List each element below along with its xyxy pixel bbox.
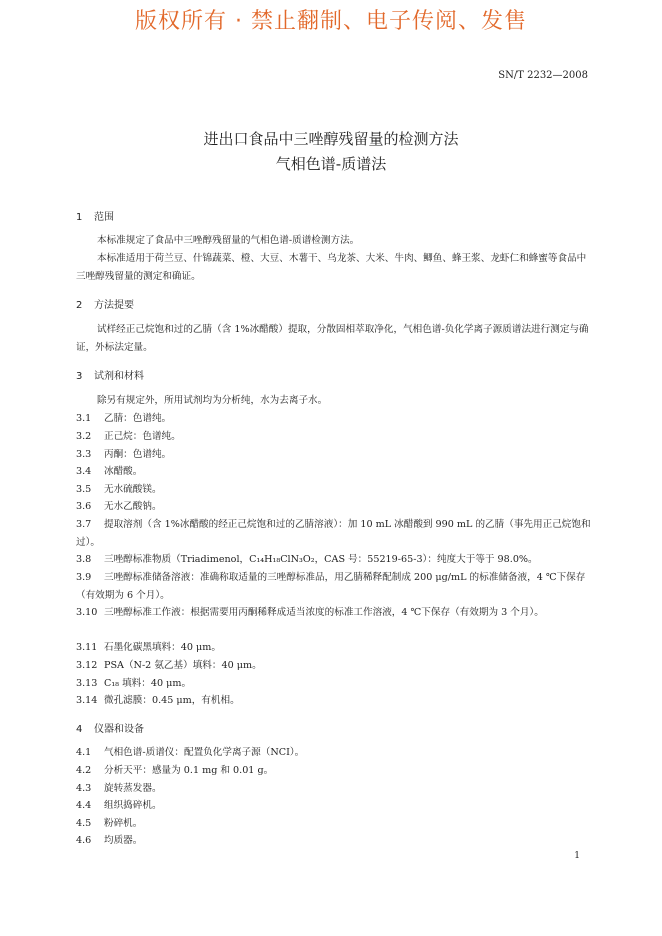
section-heading-3	[76, 367, 144, 382]
paragraph: 本标准规定了食品中三唑醇残留量的气相色谱-质谱检测方法。	[97, 235, 360, 246]
item-text: 旋转蒸发器。	[104, 783, 162, 794]
item-number: 3.13	[76, 678, 98, 689]
section-heading-4	[76, 720, 144, 735]
item-text: 丙酮：色谱纯。	[104, 449, 172, 460]
item-number: 4.6	[76, 835, 92, 846]
item-text: 气相色谱-质谱仪：配置负化学离子源（NCI）。	[104, 747, 305, 758]
item-text: 提取溶剂（含 1%冰醋酸的经正己烷饱和过的乙腈溶液）：加 10 mL 冰醋酸到 990 mL 的乙腈（事先用正己烷饱和过）。	[76, 519, 591, 548]
list-item	[76, 446, 592, 464]
section-number: 1	[76, 212, 83, 223]
item-text: PSA（N-2 氨乙基）填料：40 μm。	[104, 660, 262, 671]
list-item	[76, 569, 592, 605]
item-number: 3.12	[76, 660, 98, 671]
item-text: 乙腈：色谱纯。	[104, 413, 172, 424]
item-text: 微孔滤膜：0.45 μm，有机相。	[104, 695, 240, 706]
section-number: 4	[76, 724, 83, 735]
list-item	[76, 498, 592, 516]
list-item	[76, 481, 592, 499]
item-number: 3.14	[76, 695, 98, 706]
list-item	[76, 762, 592, 780]
item-text: 无水乙酸钠。	[104, 501, 162, 512]
list-item	[76, 832, 592, 850]
item-number: 3.4	[76, 466, 92, 477]
item-number: 3.11	[76, 642, 98, 653]
item-text: 冰醋酸。	[104, 466, 143, 477]
item-text: 三唑醇标准工作液：根据需要用丙酮稀释成适当浓度的标准工作溶液，4 ℃下保存（有效期为 3 个月）。	[104, 607, 544, 618]
paragraph: 除另有规定外，所用试剂均为分析纯，水为去离子水。	[97, 395, 328, 406]
list-item	[76, 657, 592, 675]
section-heading-2	[76, 296, 134, 311]
list-item	[76, 692, 592, 710]
item-number: 4.2	[76, 765, 92, 776]
section-title: 范围	[94, 212, 114, 223]
item-number: 3.1	[76, 413, 92, 424]
paragraph: 本标准适用于荷兰豆、什锦蔬菜、橙、大豆、木薯干、乌龙茶、大米、牛肉、鲫鱼、蜂王浆、龙虾仁和蜂蜜等食品中三唑醇残留量的测定和确证。	[76, 253, 587, 282]
section-title: 试剂和材料	[94, 371, 144, 382]
list-item	[76, 639, 592, 657]
paragraph: 试样经正己烷饱和过的乙腈（含 1%冰醋酸）提取，分散固相萃取净化，气相色谱-负化学离子源质谱法进行测定与确证，外标法定量。	[76, 324, 589, 353]
list-item	[76, 780, 592, 798]
list-item	[76, 551, 592, 569]
item-number: 4.1	[76, 747, 92, 758]
item-text: C₁₈ 填料：40 μm。	[104, 678, 192, 689]
item-text: 分析天平：感量为 0.1 mg 和 0.01 g。	[104, 765, 274, 776]
page-number: 1	[574, 851, 580, 861]
section-number: 3	[76, 371, 83, 382]
list-item	[76, 428, 592, 446]
list-item	[76, 815, 592, 833]
item-number: 3.8	[76, 554, 92, 565]
item-number: 3.7	[76, 519, 92, 530]
section-title: 仪器和设备	[94, 724, 144, 735]
list-item	[76, 675, 592, 693]
document-subtitle: 气相色谱-质谱法	[275, 155, 387, 173]
copyright-banner: 版权所有 · 禁止翻制、电子传阅、发售	[135, 9, 527, 34]
item-text: 石墨化碳黑填料：40 μm。	[104, 642, 221, 653]
item-number: 4.3	[76, 783, 92, 794]
item-number: 3.9	[76, 572, 92, 583]
item-number: 3.6	[76, 501, 92, 512]
standard-code: SN/T 2232—2008	[498, 70, 588, 81]
section-heading-1	[76, 208, 114, 223]
item-number: 4.5	[76, 818, 92, 829]
list-item	[76, 463, 592, 481]
item-text: 正己烷：色谱纯。	[104, 431, 181, 442]
section-title: 方法提要	[94, 300, 134, 311]
item-number: 3.2	[76, 431, 92, 442]
item-number: 4.4	[76, 800, 92, 811]
section-number: 2	[76, 300, 83, 311]
item-text: 组织捣碎机。	[104, 800, 162, 811]
item-number: 3.10	[76, 607, 98, 618]
item-number: 3.5	[76, 484, 92, 495]
list-item	[76, 516, 592, 552]
list-item	[76, 410, 592, 428]
list-item	[76, 797, 592, 815]
item-text: 粉碎机。	[104, 818, 143, 829]
list-item	[76, 744, 592, 762]
document-title: 进出口食品中三唑醇残留量的检测方法	[203, 130, 459, 148]
item-text: 无水硫酸镁。	[104, 484, 162, 495]
list-item	[76, 604, 592, 622]
item-text: 三唑醇标准物质（Triadimenol，C₁₄H₁₈ClN₃O₂，CAS 号：55219-65-3）：纯度大于等于 98.0%。	[104, 554, 538, 565]
item-text: 均质器。	[104, 835, 143, 846]
item-number: 3.3	[76, 449, 92, 460]
item-text: 三唑醇标准储备溶液：准确称取适量的三唑醇标准品，用乙腈稀释配制成 200 μg/mL 的标准储备液，4 ℃下保存（有效期为 6 个月）。	[76, 572, 586, 601]
